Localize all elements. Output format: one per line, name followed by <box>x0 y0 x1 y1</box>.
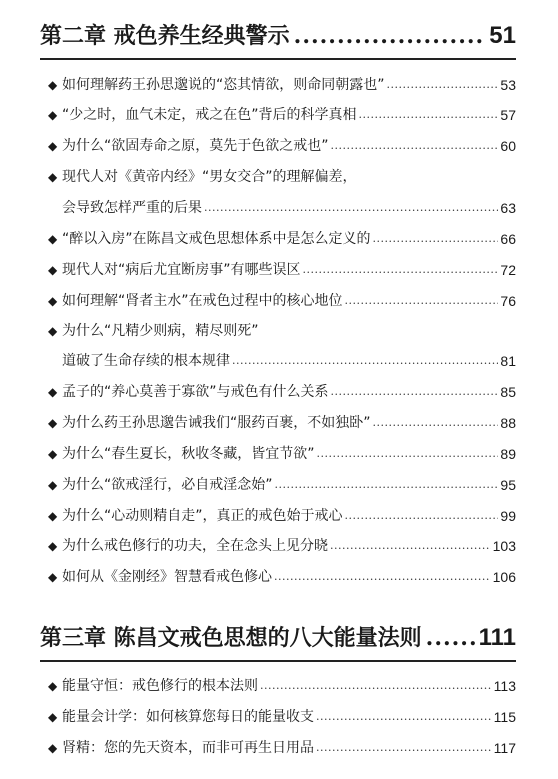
dot-leader <box>373 228 499 250</box>
toc-entry[interactable] <box>48 135 516 157</box>
chapter-2-title: 第二章 戒色养生经典警示 <box>40 23 290 49</box>
toc-entry[interactable] <box>48 443 516 465</box>
diamond-bullet-icon: ◆ <box>48 447 58 461</box>
entry-page: 85 <box>500 384 516 400</box>
dot-leader <box>260 675 492 697</box>
entry-title: 为什么“春生夏长，秋收冬藏，皆宜节欲” <box>62 446 315 462</box>
diamond-bullet-icon: ◆ <box>48 710 58 724</box>
entry-page: 88 <box>500 415 516 431</box>
entry-page: 103 <box>492 538 516 554</box>
toc-entry[interactable] <box>48 535 516 557</box>
diamond-bullet-icon: ◆ <box>48 139 58 153</box>
entry-page: 72 <box>500 262 516 278</box>
entry-title: 孟子的“养心莫善于寡欲”与戒色有什么关系 <box>62 384 329 400</box>
entry-title: 如何从《金刚经》智慧看戒色修心 <box>62 569 272 585</box>
toc-entry-continuation[interactable] <box>62 350 516 372</box>
dot-leader <box>345 505 499 527</box>
toc-entry[interactable] <box>48 259 516 281</box>
dot-leader <box>331 381 499 403</box>
dot-leader <box>274 566 491 588</box>
diamond-bullet-icon: ◆ <box>48 263 58 277</box>
dot-leader <box>331 135 499 157</box>
entry-page: 81 <box>500 353 516 369</box>
dot-leader <box>316 737 492 759</box>
diamond-bullet-icon: ◆ <box>48 509 58 523</box>
chapter-2-heading[interactable] <box>40 22 516 50</box>
entry-page: 115 <box>493 709 516 725</box>
toc-entry[interactable] <box>48 166 516 188</box>
diamond-bullet-icon: ◆ <box>48 385 58 399</box>
entry-title: 为什么戒色修行的功夫，全在念头上见分晓 <box>62 538 328 554</box>
chapter-2-rule <box>40 58 516 60</box>
chapter-3-page: 111 <box>478 624 516 651</box>
chapter-3-title: 第三章 陈昌文戒色思想的八大能量法则 <box>40 625 422 651</box>
entry-page: 53 <box>500 77 516 93</box>
dot-leader <box>232 350 498 372</box>
diamond-bullet-icon: ◆ <box>48 478 58 492</box>
dot-leader <box>303 259 499 281</box>
dot-leader <box>275 474 499 496</box>
dot-leader <box>317 443 499 465</box>
entry-page: 66 <box>500 231 516 247</box>
toc-entry[interactable] <box>48 675 516 697</box>
chapter-3-rule <box>40 660 516 662</box>
entry-page: 117 <box>493 740 516 756</box>
entry-title: 为什么药王孙思邈告诫我们“服药百裹，不如独卧” <box>62 415 371 431</box>
toc-entry[interactable] <box>48 381 516 403</box>
toc-entry[interactable] <box>48 737 516 759</box>
toc-entry[interactable] <box>48 290 516 312</box>
toc-entry[interactable] <box>48 505 516 527</box>
entry-title-continued: 会导致怎样严重的后果 <box>62 200 202 216</box>
dot-leader <box>330 535 491 557</box>
toc-entry[interactable] <box>48 320 516 342</box>
toc-entry[interactable] <box>48 706 516 728</box>
diamond-bullet-icon: ◆ <box>48 294 58 308</box>
diamond-bullet-icon: ◆ <box>48 108 58 122</box>
chapter-2-page: 51 <box>489 22 516 49</box>
toc-entry[interactable] <box>48 474 516 496</box>
entry-page: 113 <box>493 678 516 694</box>
entry-page: 89 <box>500 446 516 462</box>
entry-page: 57 <box>500 107 516 123</box>
entry-title: 为什么“凡精少则病，精尽则死” <box>62 323 259 339</box>
diamond-bullet-icon: ◆ <box>48 741 58 755</box>
entry-page: 99 <box>500 508 516 524</box>
entry-title: 为什么“欲戒淫行，必自戒淫念始” <box>62 477 273 493</box>
toc-entry[interactable] <box>48 74 516 96</box>
entry-title: 肾精：您的先天资本，而非可再生日用品 <box>62 740 314 756</box>
dot-leader <box>373 412 499 434</box>
diamond-bullet-icon: ◆ <box>48 232 58 246</box>
entry-title: 如何理解“肾者主水”在戒色过程中的核心地位 <box>62 293 343 309</box>
entry-title: 现代人对《黄帝内经》“男女交合”的理解偏差， <box>62 169 357 185</box>
entry-title: 为什么“欲固寿命之原，莫先于色欲之戒也” <box>62 138 329 154</box>
toc-entry[interactable] <box>48 566 516 588</box>
entry-title: “醉以入房”在陈昌文戒色思想体系中是怎么定义的 <box>62 231 371 247</box>
dot-leader <box>345 290 499 312</box>
diamond-bullet-icon: ◆ <box>48 324 58 338</box>
chapter-3-heading[interactable] <box>40 624 516 652</box>
entry-page: 76 <box>500 293 516 309</box>
diamond-bullet-icon: ◆ <box>48 416 58 430</box>
entry-title: 现代人对“病后尤宜断房事”有哪些误区 <box>62 262 301 278</box>
entry-page: 60 <box>500 138 516 154</box>
entry-title: 能量会计学：如何核算您每日的能量收支 <box>62 709 314 725</box>
diamond-bullet-icon: ◆ <box>48 570 58 584</box>
dot-leader <box>359 104 499 126</box>
diamond-bullet-icon: ◆ <box>48 539 58 553</box>
diamond-bullet-icon: ◆ <box>48 78 58 92</box>
dot-leader <box>387 74 499 96</box>
dot-leader <box>204 197 498 219</box>
toc-entry-continuation[interactable] <box>62 197 516 219</box>
toc-entry[interactable] <box>48 104 516 126</box>
entry-title: 如何理解药王孙思邈说的“恣其情欲，则命同朝露也” <box>62 77 385 93</box>
diamond-bullet-icon: ◆ <box>48 170 58 184</box>
entry-title: “少之时，血气未定，戒之在色”背后的科学真相 <box>62 107 357 123</box>
dot-leader <box>316 706 492 728</box>
toc-entry[interactable] <box>48 228 516 250</box>
entry-page: 63 <box>500 200 516 216</box>
entry-page: 95 <box>500 477 516 493</box>
entry-title: 能量守恒：戒色修行的根本法则 <box>62 678 258 694</box>
diamond-bullet-icon: ◆ <box>48 679 58 693</box>
chapter-3-leader <box>426 624 475 652</box>
entry-title: 为什么“心动则精自走”，真正的戒色始于戒心 <box>62 508 343 524</box>
entry-page: 106 <box>492 569 516 585</box>
entry-title-continued: 道破了生命存续的根本规律 <box>62 353 230 369</box>
chapter-2-leader <box>294 22 486 50</box>
toc-entry[interactable] <box>48 412 516 434</box>
